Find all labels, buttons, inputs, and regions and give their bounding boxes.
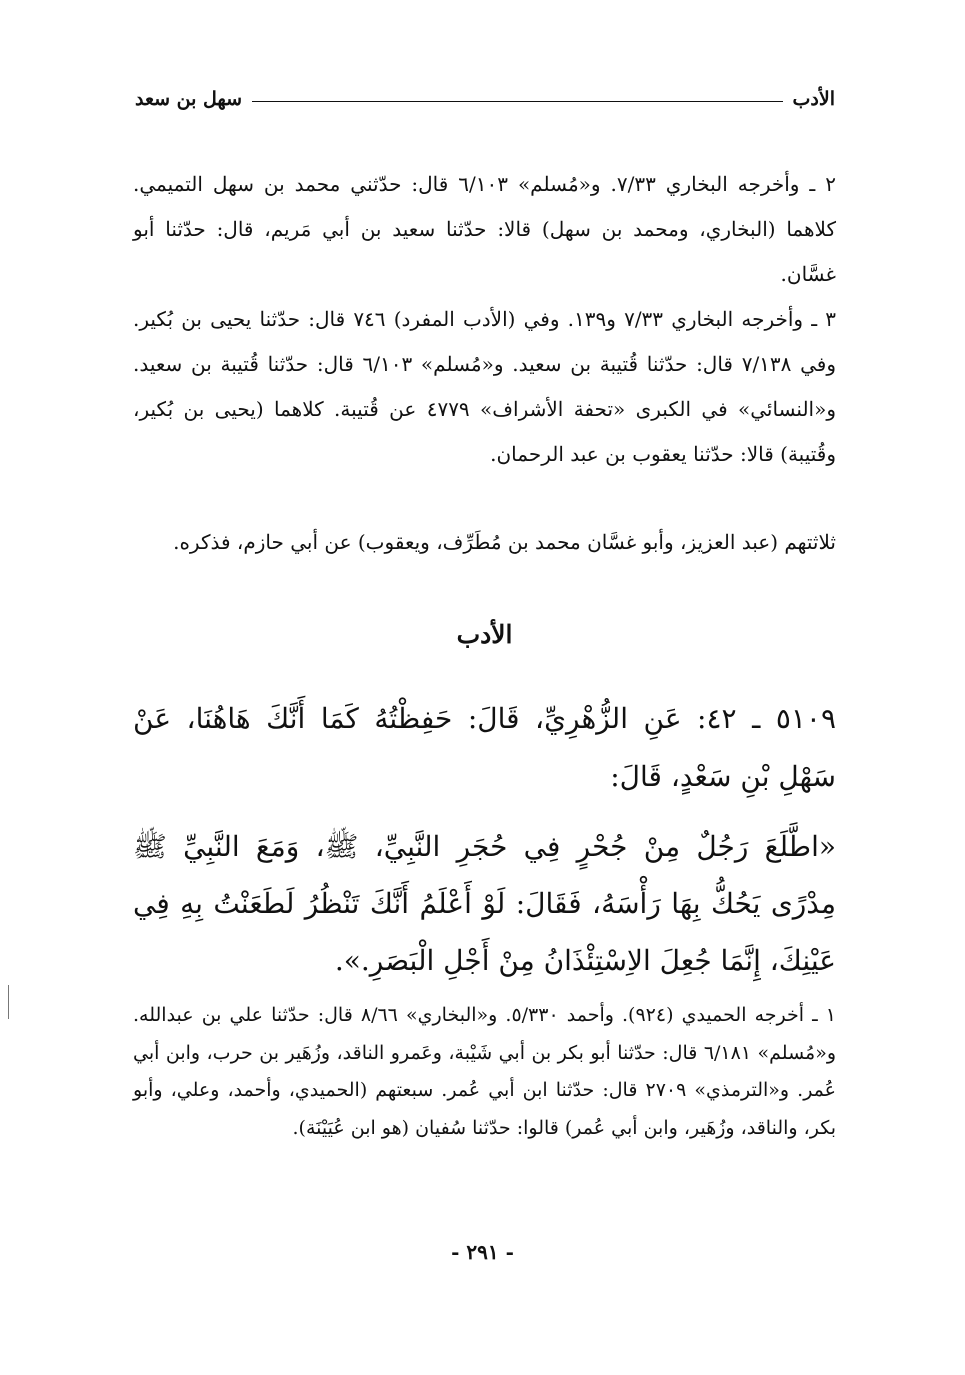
hadith-isnad: ٥١٠٩ ـ ٤٢: عَنِ الزُّهْرِيِّ، قَالَ: حَفِظْتُهُ كَمَا أَنَّكَ هَاهُنَا، عَنْ سَهْلِ بْنِ سَعْدٍ، قَالَ:	[133, 702, 836, 793]
footnote: ١ ـ أخرجه الحميدي (٩٢٤). وأحمد ٥/٣٣٠. و«البخاري» ٨/٦٦ قال: حدّثنا علي بن عبدالله. و«مُسلم» ٦/١٨١ قال: حدّثنا أبو بكر بن أبي شَيْبة، وعَمرو الناقد، وزُهَير بن حرب، وابن أبي عُمر. و«الترمذي» ٢٧٠٩ قال: حدّثنا ابن أبي عُمر. سبعتهم (الحميدي، وأحمد، وعلي، وأبو بكر، والناقد، وزُهَير، وابن أبي عُمر) قالوا: حدّثنا سُفيان (هو ابن عُيَيْنَة).	[133, 1004, 837, 1139]
hadith-matn: «اطَّلَعَ رَجُلٌ مِنْ جُحْرٍ فِي حُجَرِ النَّبِيِّ، ﷺ، وَمَعَ النَّبِيِّ ﷺ مِدْرًى يَحُكُّ بِهَا رَأْسَهُ، فَقَالَ: لَوْ أَعْلَمُ أَنَّكَ تَنْظُرُ لَطَعَنْتُ بِهِ فِي عَيْنِكَ، إِنَّمَا جُعِلَ الاِسْتِئْذَانُ مِنْ أَجْلِ الْبَصَرِ.».	[133, 830, 836, 977]
section-title: الأدب	[456, 620, 513, 649]
page-number: - ٢٩١ -	[451, 1240, 514, 1264]
takhrij-note-3: ٣ ـ وأخرجه البخاري ٧/٣٣ و١٣٩. وفي (الأدب المفرد) ٧٤٦ قال: حدّثنا يحيى بن بُكير. وفي ٧/١٣٨ قال: حدّثنا قُتيبة بن سعيد. و«مُسلم» ٦/١٠٣ قال: حدّثنا قُتيبة بن سعيد. و«النسائي» في الكبرى «تحفة الأشراف» ٤٧٧٩ عن قُتيبة. كلاهما (يحيى بن بُكير، وقُتيبة) قالا: حدّثنا يعقوب بن عبد الرحمان.	[133, 307, 837, 466]
running-header	[135, 84, 835, 114]
takhrij-note-summary: ثلاثتهم (عبد العزيز، وأبو غسَّان محمد بن مُطَرِّف، ويعقوب) عن أبي حازم، فذكره.	[173, 530, 836, 554]
margin-scan-mark	[8, 985, 9, 1019]
takhrij-note-2: ٢ ـ وأخرجه البخاري ٧/٣٣. و«مُسلم» ٦/١٠٣ قال: حدّثني محمد بن سهل التميمي. كلاهما (البخاري، ومحمد بن سهل) قالا: حدّثنا سعيد بن أبي مَريم، قال: حدّثنا أبو غسَّان.	[133, 172, 836, 286]
header-rule	[252, 101, 782, 102]
header-chapter-title: الأدب	[792, 88, 835, 110]
header-companion-name: سهل بن سعد	[135, 88, 243, 110]
